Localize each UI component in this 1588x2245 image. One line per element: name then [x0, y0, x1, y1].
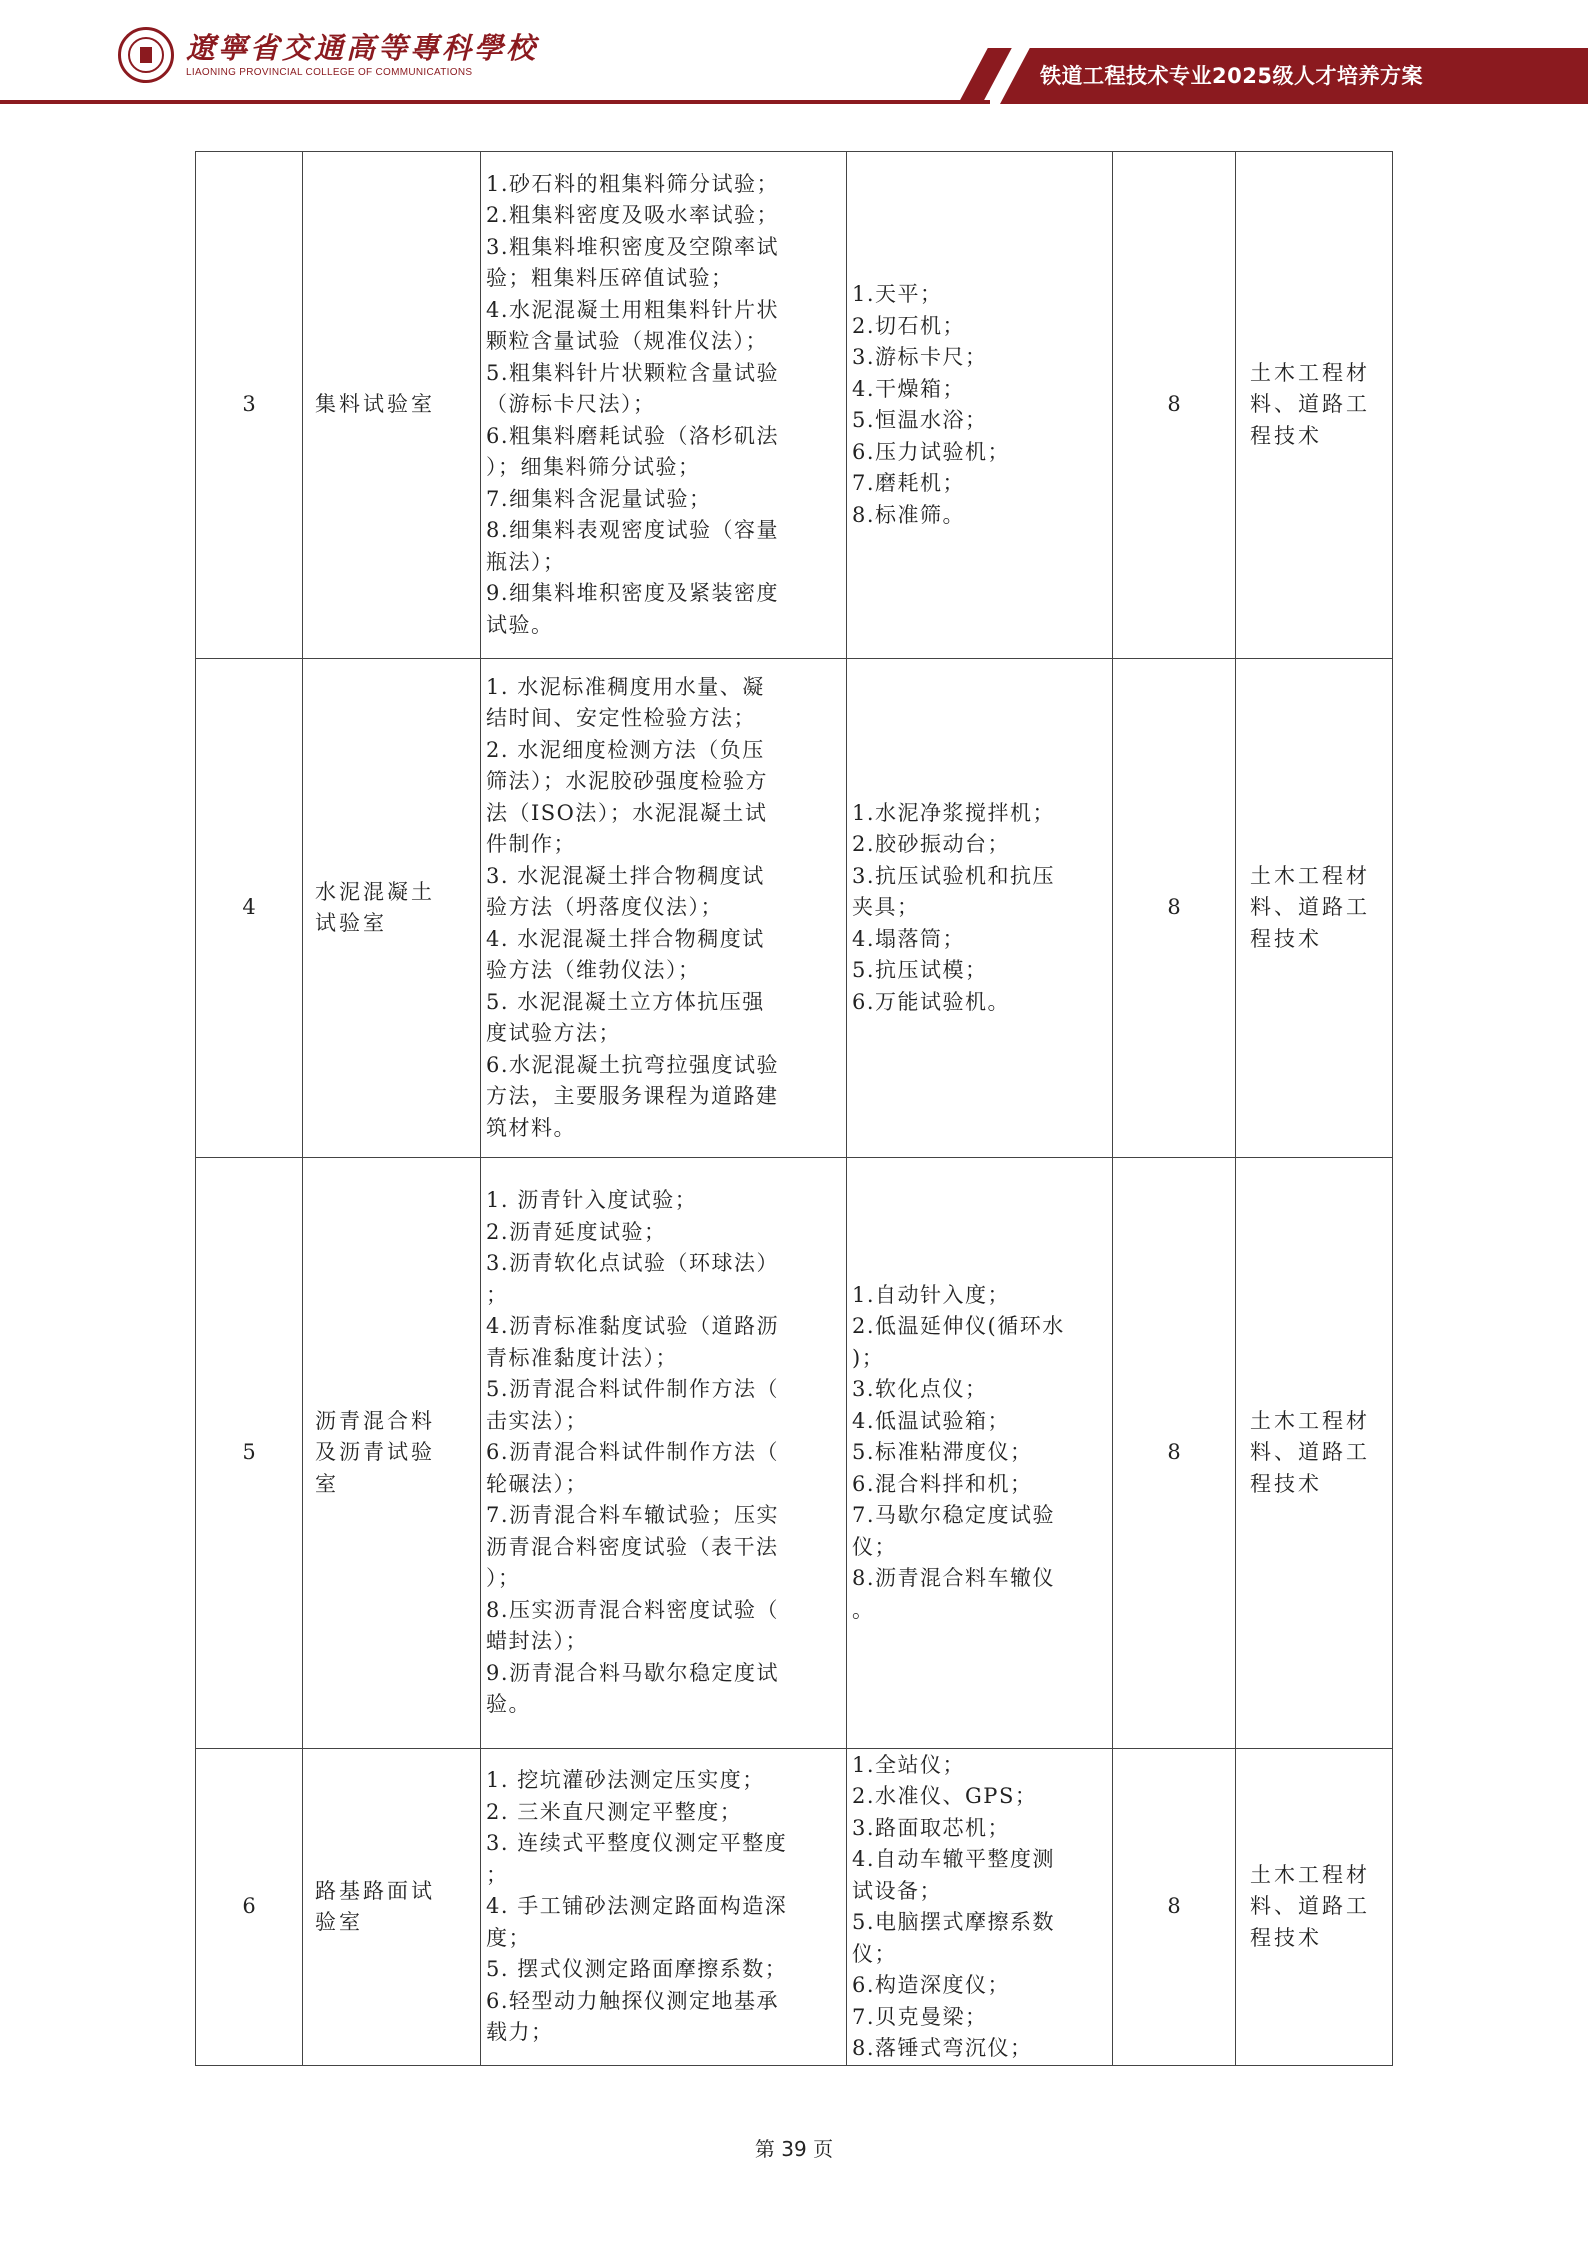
test-item-line: 1. 挖坑灌砂法测定压实度； [486, 1768, 765, 1793]
equipment-line: 试设备； [852, 1878, 942, 1903]
test-item-line: ； [486, 1862, 509, 1887]
test-items-cell [481, 1158, 847, 1749]
lab-name-line: 验室 [315, 1910, 363, 1934]
test-items-cell [481, 659, 847, 1158]
test-item-line: 法（ISO法）；水泥混凝土试 [486, 800, 768, 825]
major-line: 土木工程材 [1250, 1862, 1370, 1887]
lab-name-line: 集料试验室 [315, 392, 435, 417]
station-count: 8 [1167, 392, 1181, 417]
major-line: 土木工程材 [1250, 863, 1370, 888]
row-number-cell [196, 152, 303, 659]
test-item-line: ）； [486, 1566, 521, 1591]
test-item-line: 试验。 [486, 612, 554, 637]
test-item-line: 验方法（坍落度仪法）； [486, 895, 723, 920]
station-count: 8 [1167, 1440, 1181, 1465]
equipment-line: 2.切石机； [852, 313, 966, 338]
test-item-line: 5. 水泥混凝土立方体抗压强 [486, 989, 765, 1014]
test-item-line: 青标准黏度计法）； [486, 1345, 678, 1370]
test-item-line: 5.沥青混合料试件制作方法（ [486, 1377, 780, 1402]
row-number-cell [196, 1158, 303, 1749]
test-item-line: 瓶法）； [486, 549, 566, 574]
page-header [0, 0, 1588, 110]
test-item-line: 筛法）；水泥胶砂强度检验方 [486, 769, 768, 794]
test-item-line: 沥青混合料密度试验（表干法 [486, 1534, 779, 1559]
major-cell [1236, 659, 1393, 1158]
test-item-line: 颗粒含量试验（规准仪法）； [486, 329, 768, 354]
row-number: 6 [242, 1894, 256, 1919]
major-line: 程技术 [1250, 1925, 1322, 1950]
school-name-en: LIAONING PROVINCIAL COLLEGE OF COMMUNICATIONS [186, 67, 473, 78]
equipment-line: 2.水准仪、GPS； [852, 1784, 1038, 1808]
equipment-cell [847, 152, 1113, 659]
lab-name-line: 室 [315, 1471, 339, 1496]
test-item-line: 8.压实沥青混合料密度试验（ [486, 1597, 780, 1622]
equipment-line: 5.抗压试模； [852, 958, 988, 983]
lab-name-line: 水泥混凝土 [315, 879, 435, 904]
school-seal-icon [118, 27, 174, 83]
equipment-line: 6.构造深度仪； [852, 1973, 1011, 1997]
equipment-line: 5.恒温水浴； [852, 408, 988, 432]
equipment-line: 3.软化点仪； [852, 1377, 988, 1402]
row-number: 3 [242, 392, 256, 417]
lab-name-cell [303, 152, 481, 659]
equipment-line: 5.标准粘滞度仪； [852, 1440, 1033, 1465]
major-line: 程技术 [1250, 1471, 1322, 1496]
test-item-line: 2.粗集料密度及吸水率试验； [486, 203, 780, 228]
equipment-line: 4.低温试验箱； [852, 1408, 1011, 1433]
lab-name-cell [303, 659, 481, 1158]
test-item-line: 度； [486, 1925, 531, 1950]
major-cell [1236, 1749, 1393, 2066]
equipment-line: 1.全站仪； [852, 1752, 966, 1777]
equipment-line: 2.胶砂振动台； [852, 832, 1011, 857]
test-item-line: 件制作； [486, 832, 576, 857]
station-count: 8 [1167, 895, 1181, 920]
row-number-cell [196, 1749, 303, 2066]
equipment-line: 7.马歇尔稳定度试验 [852, 1503, 1056, 1528]
test-item-line: 结时间、安定性检验方法； [486, 706, 756, 731]
equipment-line: 1.天平； [852, 282, 943, 306]
test-items-cell [481, 1749, 847, 2066]
test-item-line: 1. 水泥标准稠度用水量、凝 [486, 674, 765, 699]
test-item-line: 验；粗集料压碎值试验； [486, 266, 734, 291]
test-item-line: 验。 [486, 1692, 531, 1717]
test-item-line: 5. 摆式仪测定路面摩擦系数； [486, 1957, 788, 1982]
equipment-line: 。 [852, 1597, 875, 1622]
station-count-cell [1113, 1749, 1236, 2066]
equipment-line: 1.自动针入度； [852, 1282, 1011, 1307]
test-item-line: ； [486, 1282, 509, 1307]
equipment-line: 7.磨耗机； [852, 471, 966, 495]
equipment-line: 5.电脑摆式摩擦系数 [852, 1910, 1056, 1934]
equipment-line: 4.干燥箱； [852, 376, 966, 401]
major-line: 料、道路工 [1250, 895, 1370, 920]
equipment-line: 3.路面取芯机； [852, 1815, 1011, 1840]
major-line: 料、道路工 [1250, 392, 1370, 417]
equipment-line: 2.低温延伸仪(循环水 [852, 1314, 1065, 1339]
station-count-cell [1113, 659, 1236, 1158]
page-number: 第 39 页 [754, 2137, 834, 2161]
major-line: 程技术 [1250, 926, 1322, 951]
lab-name-cell [303, 1158, 481, 1749]
test-item-line: ）；细集料筛分试验； [486, 455, 701, 480]
test-item-line: 4.沥青标准黏度试验（道路沥 [486, 1314, 780, 1339]
school-wordmark [186, 30, 538, 80]
major-line: 土木工程材 [1250, 1408, 1370, 1433]
equipment-line: 4.塌落筒； [852, 926, 966, 951]
test-item-line: 度试验方法； [486, 1021, 621, 1046]
equipment-cell [847, 659, 1113, 1158]
equipment-line: 8.标准筛。 [852, 502, 966, 527]
school-logo [118, 24, 538, 86]
test-item-line: 2. 水泥细度检测方法（负压 [486, 737, 765, 762]
equipment-line: 4.自动车辙平整度测 [852, 1847, 1056, 1871]
test-item-line: （游标卡尺法）； [486, 392, 656, 417]
school-name-cn: 遼寧省交通高等專科學校 [186, 31, 539, 65]
test-item-line: 2.沥青延度试验； [486, 1219, 667, 1244]
test-item-line: 4. 水泥混凝土拌合物稠度试 [486, 926, 765, 951]
major-cell [1236, 152, 1393, 659]
test-item-line: 轮碾法）； [486, 1471, 588, 1496]
test-item-line: 验方法（维勃仪法）； [486, 958, 701, 983]
equipment-cell [847, 1158, 1113, 1749]
equipment-line: 仪； [852, 1941, 897, 1966]
document-title: 铁道工程技术专业2025级人才培养方案 [1040, 64, 1423, 88]
equipment-line: 3.游标卡尺； [852, 345, 988, 369]
test-item-line: 3. 连续式平整度仪测定平整度 [486, 1831, 788, 1856]
equipment-line: 6.压力试验机； [852, 439, 1011, 464]
major-line: 土木工程材 [1250, 360, 1370, 385]
test-item-line: 3.沥青软化点试验（环球法） [486, 1251, 780, 1276]
station-count: 8 [1167, 1894, 1181, 1919]
test-item-line: 2. 三米直尺测定平整度； [486, 1799, 743, 1824]
equipment-line: 8.落锤式弯沉仪； [852, 2036, 1033, 2060]
test-item-line: 4.水泥混凝土用粗集料针片状 [486, 297, 780, 322]
test-item-line: 7.沥青混合料车辙试验；压实 [486, 1503, 780, 1528]
test-item-line: 6.粗集料磨耗试验（洛杉矶法 [486, 423, 780, 448]
header-rule [0, 100, 990, 104]
equipment-line: 1.水泥净浆搅拌机； [852, 800, 1056, 825]
lab-table [195, 151, 1393, 2066]
test-item-line: 蜡封法）； [486, 1629, 588, 1654]
major-cell [1236, 1158, 1393, 1749]
station-count-cell [1113, 1158, 1236, 1749]
test-item-line: 6.轻型动力触探仪测定地基承 [486, 1988, 780, 2013]
row-number: 5 [242, 1440, 256, 1465]
test-item-line: 5.粗集料针片状颗粒含量试验 [486, 360, 780, 385]
equipment-line: 3.抗压试验机和抗压 [852, 863, 1056, 888]
test-items-cell [481, 152, 847, 659]
table-row [196, 152, 1393, 659]
row-number-cell [196, 659, 303, 1158]
lab-name-line: 沥青混合料 [315, 1408, 435, 1433]
lab-name-cell [303, 1749, 481, 2066]
station-count-cell [1113, 152, 1236, 659]
equipment-line: 夹具； [852, 895, 920, 920]
equipment-line: 7.贝克曼梁； [852, 2004, 988, 2029]
table-row [196, 1749, 1393, 2066]
test-item-line: 8.细集料表观密度试验（容量 [486, 518, 780, 543]
test-item-line: 6.水泥混凝土抗弯拉强度试验 [486, 1052, 780, 1077]
equipment-line: )； [852, 1345, 885, 1370]
equipment-line: 6.万能试验机。 [852, 989, 1011, 1014]
test-item-line: 1. 沥青针入度试验； [486, 1188, 698, 1213]
equipment-line: 仪； [852, 1534, 897, 1559]
lab-name-line: 试验室 [315, 911, 387, 935]
lab-name-line: 及沥青试验 [315, 1440, 435, 1465]
test-item-line: 9.沥青混合料马歇尔稳定度试 [486, 1660, 780, 1685]
row-number: 4 [242, 895, 256, 920]
test-item-line: 击实法）； [486, 1408, 588, 1433]
equipment-cell [847, 1749, 1113, 2066]
equipment-line: 8.沥青混合料车辙仪 [852, 1566, 1056, 1591]
major-line: 料、道路工 [1250, 1440, 1370, 1465]
test-item-line: 3.粗集料堆积密度及空隙率试 [486, 234, 780, 259]
table-row [196, 1158, 1393, 1749]
major-line: 料、道路工 [1250, 1894, 1370, 1919]
test-item-line: 筑材料。 [486, 1115, 576, 1140]
test-item-line: 6.沥青混合料试件制作方法（ [486, 1440, 780, 1465]
test-item-line: 1.砂石料的粗集料筛分试验； [486, 171, 780, 196]
table-row [196, 659, 1393, 1158]
test-item-line: 9.细集料堆积密度及紧装密度 [486, 581, 780, 606]
major-line: 程技术 [1250, 423, 1322, 448]
test-item-line: 方法，主要服务课程为道路建 [486, 1084, 779, 1109]
lab-name-line: 路基路面试 [315, 1878, 435, 1903]
test-item-line: 4. 手工铺砂法测定路面构造深 [486, 1894, 788, 1919]
lab-table-body [196, 152, 1393, 2066]
equipment-line: 6.混合料拌和机； [852, 1471, 1033, 1496]
test-item-line: 载力； [486, 2020, 554, 2045]
test-item-line: 7.细集料含泥量试验； [486, 486, 712, 511]
test-item-line: 3. 水泥混凝土拌合物稠度试 [486, 863, 765, 888]
